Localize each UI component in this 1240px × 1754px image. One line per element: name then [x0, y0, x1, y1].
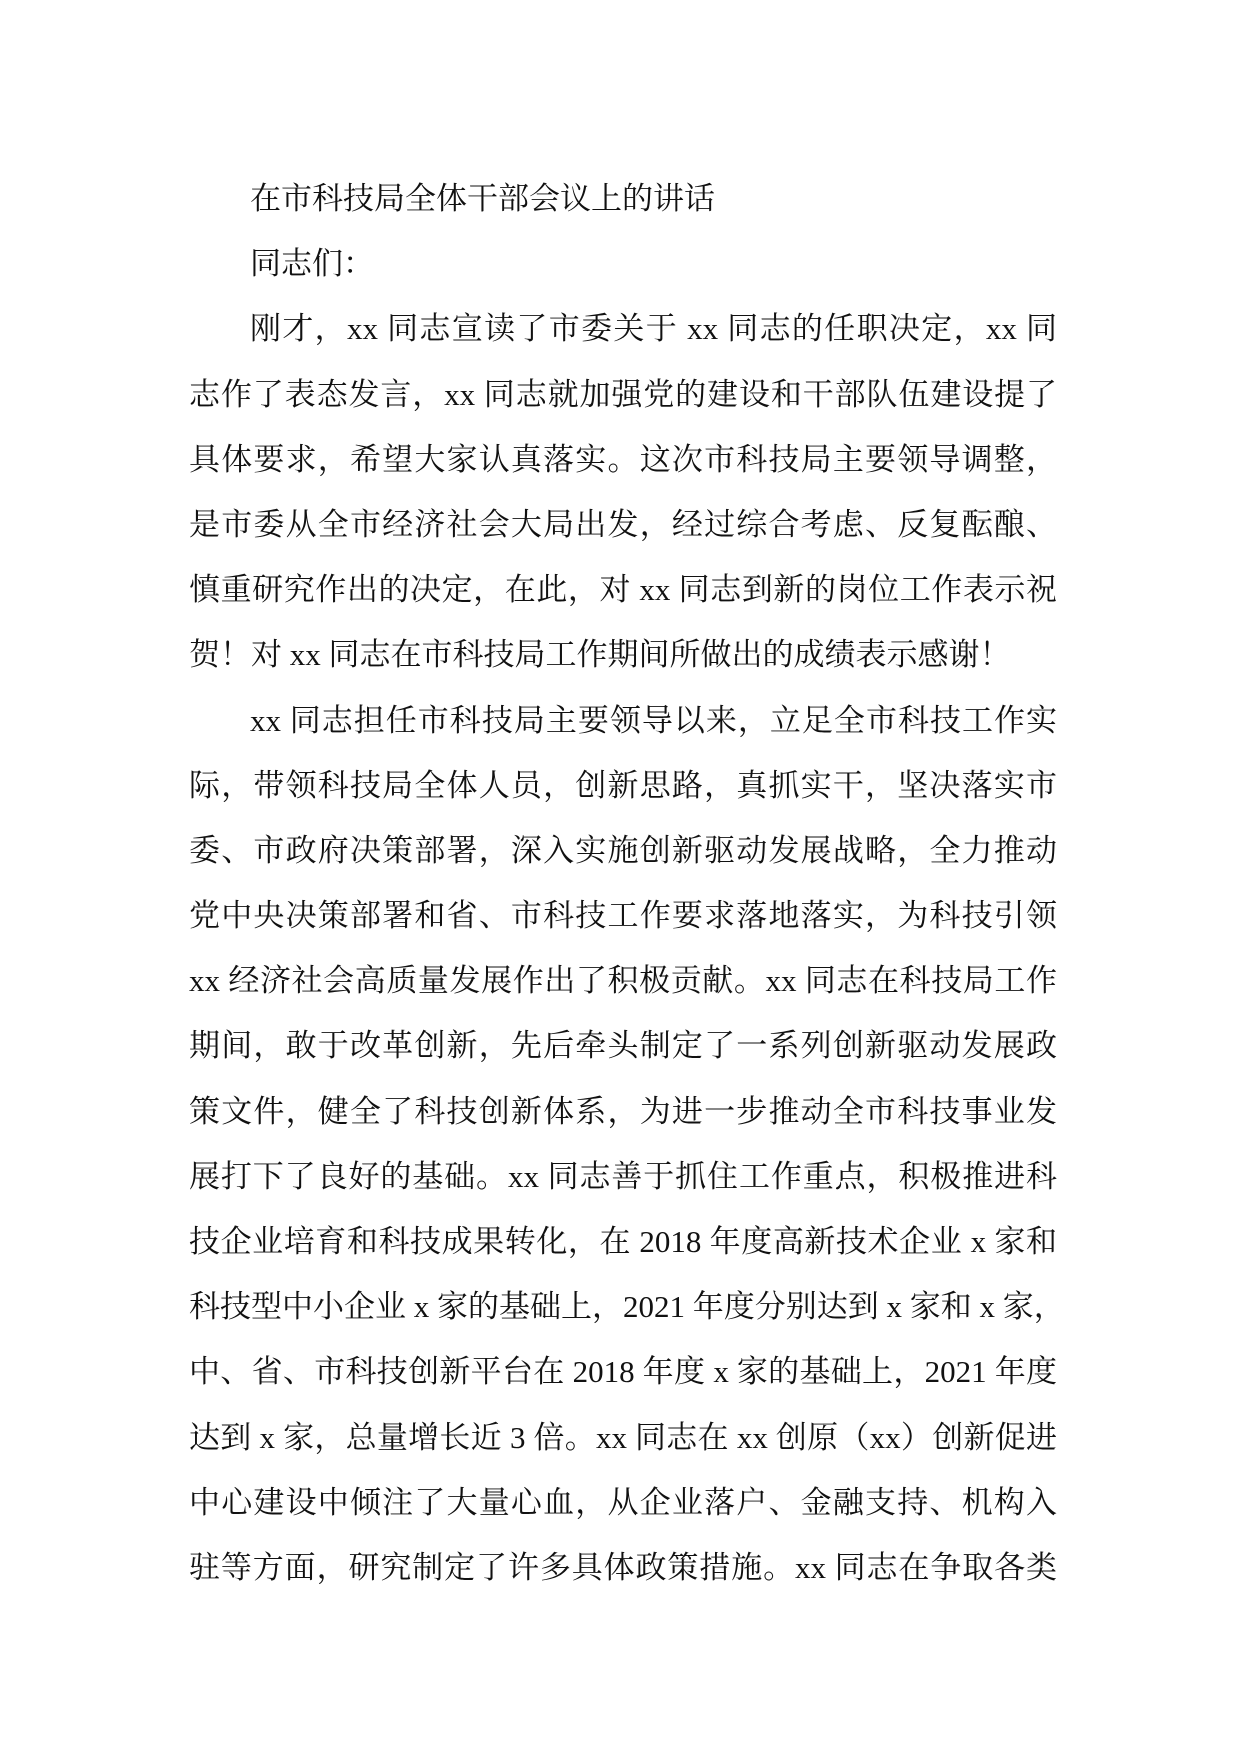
- text-line: 中、省、市科技创新平台在 2018 年度 x 家的基础上，2021 年度: [189, 1354, 1057, 1390]
- text-line: 达到 x 家，总量增长近 3 倍。xx 同志在 xx 创原（xx）创新促进: [189, 1419, 1057, 1455]
- text-line: 志作了表态发言，xx 同志就加强党的建设和干部队伍建设提了: [189, 376, 1057, 412]
- body-paragraph-1: [189, 296, 1057, 687]
- text-line: 展打下了良好的基础。xx 同志善于抓住工作重点，积极推进科: [189, 1158, 1057, 1194]
- body-paragraph-2: [189, 688, 1065, 1601]
- page-title: 在市科技局全体干部会议上的讲话: [250, 181, 715, 216]
- text-line: 驻等方面，研究制定了许多具体政策措施。xx 同志在争取各类: [189, 1549, 1057, 1585]
- text-line: xx 经济社会高质量发展作出了积极贡献。xx 同志在科技局工作: [189, 963, 1057, 999]
- text-line: 策文件，健全了科技创新体系，为进一步推动全市科技事业发: [189, 1093, 1057, 1129]
- text-line: 刚才，xx 同志宣读了市委关于 xx 同志的任职决定，xx 同: [250, 311, 1057, 347]
- salutation: 同志们：: [250, 246, 374, 282]
- text-line: 技企业培育和科技成果转化，在 2018 年度高新技术企业 x 家和: [189, 1224, 1057, 1259]
- text-line: 党中央决策部署和省、市科技工作要求落地落实，为科技引领: [189, 898, 1057, 934]
- text-line: xx 同志担任市科技局主要领导以来，立足全市科技工作实: [250, 702, 1057, 738]
- text-line: 委、市政府决策部署，深入实施创新驱动发展战略，全力推动: [189, 832, 1057, 868]
- text-line: 中心建设中倾注了大量心血，从企业落户、金融支持、机构入: [189, 1484, 1057, 1520]
- text-line: 科技型中小企业 x 家的基础上，2021 年度分别达到 x 家和 x 家，: [189, 1289, 1065, 1325]
- text-line: 是市委从全市经济社会大局出发，经过综合考虑、反复酝酿、: [189, 506, 1057, 542]
- text-line: 具体要求，希望大家认真落实。这次市科技局主要领导调整，: [189, 441, 1057, 477]
- text-line: 期间，敢于改革创新，先后牵头制定了一系列创新驱动发展政: [189, 1028, 1057, 1064]
- text-line: 贺！对 xx 同志在市科技局工作期间所做出的成绩表示感谢！: [189, 637, 1011, 673]
- text-line: 际，带领科技局全体人员，创新思路，真抓实干，坚决落实市: [189, 767, 1057, 803]
- document-body: [189, 166, 1065, 1600]
- text-line: 慎重研究作出的决定，在此，对 xx 同志到新的岗位工作表示祝: [189, 572, 1057, 608]
